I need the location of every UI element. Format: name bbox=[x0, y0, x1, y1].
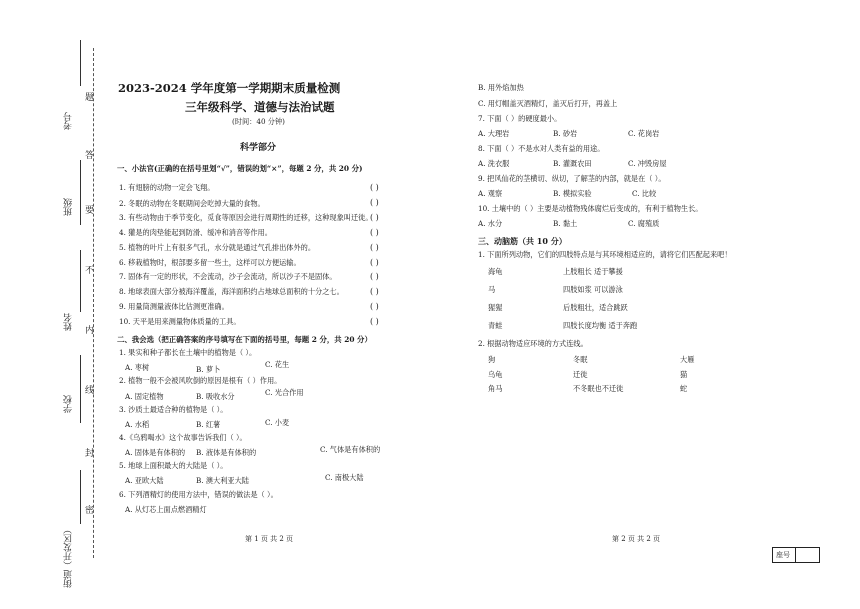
choice-option: C. 用灯帽盖灭酒精灯，盖灭后打开，再盖上 bbox=[478, 99, 618, 108]
class-label: 班级 bbox=[64, 198, 74, 216]
exam-no-line bbox=[80, 40, 81, 86]
section2-heading: 二、我会选（把正确答案的序号填写在下面的括号里，每题 2 分，共 20 分） bbox=[117, 335, 372, 344]
match-animal[interactable]: 海龟 bbox=[488, 267, 503, 276]
judge-item: 7. 固体有一定的形状，不会流动，沙子会流动，所以沙子不是固体。 bbox=[119, 272, 337, 281]
seal-char: 要 bbox=[83, 205, 93, 214]
seat-number-label: 座号 bbox=[776, 551, 790, 559]
match-animal[interactable]: 马 bbox=[488, 285, 496, 294]
class-line bbox=[80, 160, 81, 225]
seat-box-divider bbox=[795, 548, 796, 562]
answer-paren[interactable]: ( ) bbox=[370, 243, 379, 252]
answer-paren[interactable]: ( ) bbox=[370, 272, 379, 281]
choice-option: B. 用外焰加热 bbox=[478, 83, 524, 92]
match-animal[interactable]: 大雁 bbox=[680, 355, 695, 364]
answer-paren[interactable]: ( ) bbox=[370, 287, 379, 296]
answer-paren[interactable]: ( ) bbox=[370, 183, 379, 192]
answer-paren[interactable]: ( ) bbox=[370, 317, 379, 326]
match-animal[interactable]: 猩猩 bbox=[488, 303, 503, 312]
seal-char: 封 bbox=[83, 448, 93, 457]
choice-option: B. 吸收水分 bbox=[196, 392, 235, 401]
judge-item: 2. 冬眠的动物在冬眠期间会吃掉大量的食物。 bbox=[119, 199, 265, 208]
seat-number-box[interactable] bbox=[772, 547, 820, 563]
seal-char: 题 bbox=[83, 92, 93, 101]
match-animal[interactable]: 乌龟 bbox=[488, 370, 503, 379]
choice-option: B. 黏土 bbox=[553, 219, 578, 228]
judge-item: 1. 有翅膀的动物一定会飞翔。 bbox=[119, 183, 215, 192]
district-line bbox=[80, 470, 81, 524]
judge-item: 4. 獾是的肉垫能起到防滑、缓冲和消音等作用。 bbox=[119, 228, 272, 237]
match-method[interactable]: 迁徙 bbox=[573, 370, 588, 379]
judge-item: 6. 移栽植物时，根部要多留一些土，这样可以方便运输。 bbox=[119, 258, 301, 267]
answer-paren[interactable]: ( ) bbox=[370, 198, 379, 207]
choice-option: A. 固定植物 bbox=[125, 392, 164, 401]
answer-paren[interactable]: ( ) bbox=[370, 228, 379, 237]
section3-heading: 三、动脑筋（共 10 分） bbox=[478, 236, 567, 246]
choice-option: B. 萝卜 bbox=[196, 365, 221, 374]
match-animal[interactable]: 蛇 bbox=[680, 384, 688, 393]
exam-subtitle: 三年级科学、道德与法治试题 bbox=[185, 100, 335, 114]
exam-no-label: 考号 bbox=[64, 112, 74, 130]
choice-option: A. 观察 bbox=[478, 189, 503, 198]
page-number-left: 第 1 页 共 2 页 bbox=[245, 535, 294, 543]
match-method[interactable]: 冬眠 bbox=[573, 355, 588, 364]
choice-option: C. 冲毁房屋 bbox=[628, 159, 667, 168]
school-line bbox=[80, 355, 81, 423]
seal-char: 密 bbox=[83, 505, 93, 514]
choice-question: 1. 果实和种子都长在土壤中的植物是（ ）。 bbox=[119, 348, 257, 357]
choice-option: C. 花岗岩 bbox=[628, 129, 660, 138]
choice-option: C. 比较 bbox=[632, 189, 657, 198]
match-trait[interactable]: 上肢粗长 适于攀援 bbox=[563, 267, 623, 276]
choice-option: B. 模拟实验 bbox=[553, 189, 592, 198]
choice-question: 7. 下面（ ）的硬度最小。 bbox=[478, 114, 562, 123]
district-label: 街道（开发区） bbox=[64, 525, 74, 588]
choice-option: C. 气体是有体积的 bbox=[320, 445, 381, 454]
name-label: 姓名 bbox=[64, 313, 74, 331]
choice-question: 5. 地球上面积最大的大陆是（ ）。 bbox=[119, 461, 228, 470]
seal-dashed-line bbox=[93, 48, 94, 558]
choice-option: C. 花生 bbox=[265, 360, 290, 369]
choice-question: 3. 沙质土最适合种的植物是（ ）。 bbox=[119, 405, 228, 414]
judge-item: 9. 用量筒测量液体比估测更准确。 bbox=[119, 302, 229, 311]
choice-option: A. 大理岩 bbox=[478, 129, 510, 138]
judge-item: 8. 地球表面大部分被海洋覆盖，海洋面积约占地球总面积的十分之七。 bbox=[119, 287, 344, 296]
seal-char: 内 bbox=[83, 325, 93, 334]
match-question-2: 2. 根据动物适应环境的方式连线。 bbox=[478, 339, 588, 348]
choice-option: C. 小麦 bbox=[265, 418, 290, 427]
choice-option: B. 砂岩 bbox=[553, 129, 578, 138]
page-number-right: 第 2 页 共 2 页 bbox=[612, 535, 661, 543]
choice-option: A. 枣树 bbox=[125, 363, 150, 372]
section1-heading: 一、小法官(正确的在括号里划“√”，错误的划“×”，每题 2 分，共 20 分) bbox=[117, 164, 363, 173]
choice-option: A. 水稻 bbox=[125, 420, 150, 429]
seal-char: 不 bbox=[83, 265, 93, 274]
answer-paren[interactable]: ( ) bbox=[370, 258, 379, 267]
answer-paren[interactable]: ( ) bbox=[370, 213, 379, 222]
answer-paren[interactable]: ( ) bbox=[370, 302, 379, 311]
choice-option: B. 液体是有体积的 bbox=[196, 448, 257, 457]
match-trait[interactable]: 四肢如浆 可以游泳 bbox=[563, 285, 623, 294]
match-animal[interactable]: 青蛙 bbox=[488, 321, 503, 330]
choice-question: 9. 把风仙花的茎横切、纵切，了解茎的内部，就是在（ ）。 bbox=[478, 174, 666, 183]
part-heading: 科学部分 bbox=[240, 143, 277, 153]
match-animal[interactable]: 狗 bbox=[488, 355, 496, 364]
match-trait[interactable]: 四肢长度均衡 适于奔跑 bbox=[563, 321, 638, 330]
choice-question: 4.《乌鸦喝水》这个故事告诉我们（ ）。 bbox=[119, 433, 247, 442]
choice-option: C. 南极大陆 bbox=[325, 473, 364, 482]
choice-option: C. 腐殖质 bbox=[628, 219, 660, 228]
choice-option: A. 固体是有体积的 bbox=[125, 448, 186, 457]
choice-option: A. 水分 bbox=[478, 219, 503, 228]
school-label: 学校 bbox=[64, 395, 74, 413]
choice-question: 2. 植物一般不会被风吹倒的原因是根有（ ）作用。 bbox=[119, 376, 282, 385]
seal-char: 线 bbox=[83, 385, 93, 394]
seal-char: 答 bbox=[83, 150, 93, 159]
choice-option: C. 光合作用 bbox=[265, 388, 304, 397]
choice-question: 6. 下列酒精灯的使用方法中，错误的做法是（ ）。 bbox=[119, 490, 278, 499]
name-line bbox=[80, 250, 81, 312]
choice-question: 8. 下面（ ）不是水对人类有益的用途。 bbox=[478, 144, 605, 153]
binding-margin bbox=[0, 0, 100, 609]
exam-time: (时间：40 分钟) bbox=[232, 117, 285, 126]
choice-option: B. 澳大利亚大陆 bbox=[196, 476, 249, 485]
judge-item: 3. 有些动物由于季节变化，觅食等原因会进行周期性的迁移，这种现象叫迁徙。 bbox=[119, 213, 373, 222]
match-method[interactable]: 不冬眠也不迁徙 bbox=[573, 384, 624, 393]
match-animal[interactable]: 猫 bbox=[680, 370, 688, 379]
choice-option: A. 洗衣服 bbox=[478, 159, 510, 168]
judge-item: 10. 天平是用来测量物体质量的工具。 bbox=[119, 317, 241, 326]
match-question-1: 1. 下面所列动物，它们的四肢特点是与其环境相适应的，请将它们匹配起来吧！ bbox=[478, 250, 732, 259]
exam-title: 2023-2024 学年度第一学期期末质量检测 bbox=[118, 81, 341, 95]
choice-question: 10. 土壤中的（ ）主要是动植物残体腐烂后变成的，有利于植物生长。 bbox=[478, 204, 703, 213]
judge-item: 5. 植物的叶片上有很多气孔，水分就是通过气孔排出体外的。 bbox=[119, 243, 316, 252]
choice-option: B. 红薯 bbox=[196, 420, 221, 429]
match-animal[interactable]: 角马 bbox=[488, 384, 503, 393]
choice-option: A. 从灯芯上面点燃酒精灯 bbox=[125, 505, 207, 514]
choice-option: B. 灌溉农田 bbox=[553, 159, 592, 168]
match-trait[interactable]: 后肢粗壮，适合跳跃 bbox=[563, 303, 628, 312]
choice-option: A. 亚欧大陆 bbox=[125, 476, 164, 485]
